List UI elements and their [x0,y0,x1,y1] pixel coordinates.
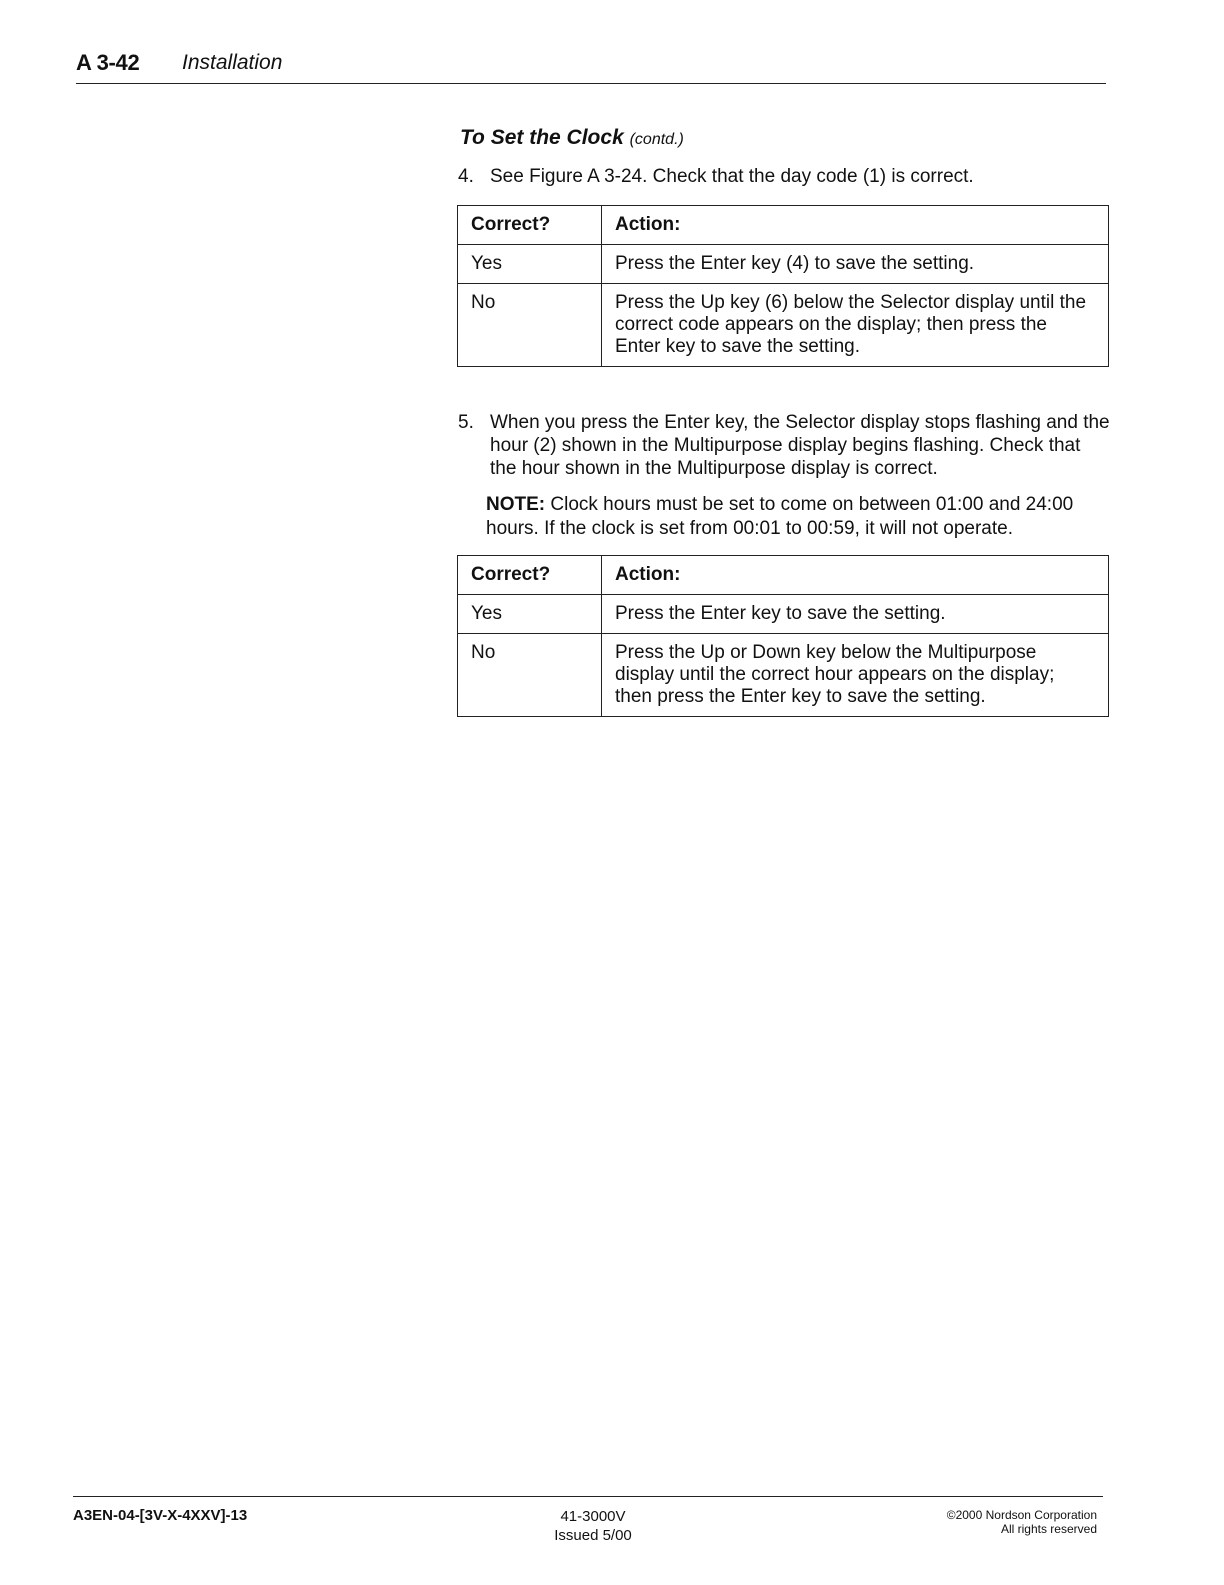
section-name: Installation [182,51,283,74]
footer-copyright [947,1508,1097,1536]
table-header-row [458,556,1109,595]
table-row [458,284,1109,367]
step-text: When you press the Enter key, the Selector display stops flashing and the hour (2) shown in the Multipurpose display begins flashing. Check that the hour shown in the Multipurpose display is correct. [490,412,1110,479]
note-label: NOTE: [486,494,546,515]
copyright-line: ©2000 Nordson Corporation [946,1508,1097,1522]
cell-correct: No [458,284,602,367]
table-row [458,245,1109,284]
table-header-row [458,206,1109,245]
step-5 [456,411,1110,480]
cell-correct: Yes [458,245,602,284]
step-4 [456,165,1110,188]
cell-correct: Yes [458,595,602,634]
step-number: 5. [458,412,474,433]
column-header-correct: Correct? [458,556,602,595]
issue-date: Issued 5/00 [554,1527,632,1544]
section-title-text: To Set the Clock [460,126,624,149]
cell-action: Press the Enter key to save the setting. [602,595,1109,634]
step-number: 4. [458,166,474,187]
column-header-action: Action: [602,206,1109,245]
page-footer [73,1496,1103,1547]
day-code-action-table [457,205,1109,367]
section-title [456,122,1110,156]
step-text: See Figure A 3-24. Check that the day code (1) is correct. [490,166,974,187]
section-title-suffix: (contd.) [629,131,684,148]
main-content [456,122,1110,717]
hour-action-table [457,555,1109,717]
cell-action: Press the Up key (6) below the Selector display until the correct code appears on the display; then press the Enter key to save the setting. [602,284,1109,367]
column-header-correct: Correct? [458,206,602,245]
cell-action: Press the Enter key (4) to save the setting. [602,245,1109,284]
cell-correct: No [458,634,602,717]
page-number: A 3-42 [76,50,140,75]
page-header [76,50,1106,84]
table-row [458,634,1109,717]
document-code: A3EN-04-[3V-X-4XXV]-13 [73,1507,248,1524]
column-header-action: Action: [602,556,1109,595]
table-row [458,595,1109,634]
cell-action: Press the Up or Down key below the Multipurpose display until the correct hour appears on the display; then press the Enter key to save the setting. [602,634,1109,717]
note-text: Clock hours must be set to come on between 01:00 and 24:00 hours. If the clock is set from 00:01 to 00:59, it will not operate. [486,494,1074,539]
note [486,493,1110,541]
footer-center [533,1507,653,1545]
part-number: 41-3000V [560,1508,626,1525]
rights-line: All rights reserved [1000,1522,1097,1536]
